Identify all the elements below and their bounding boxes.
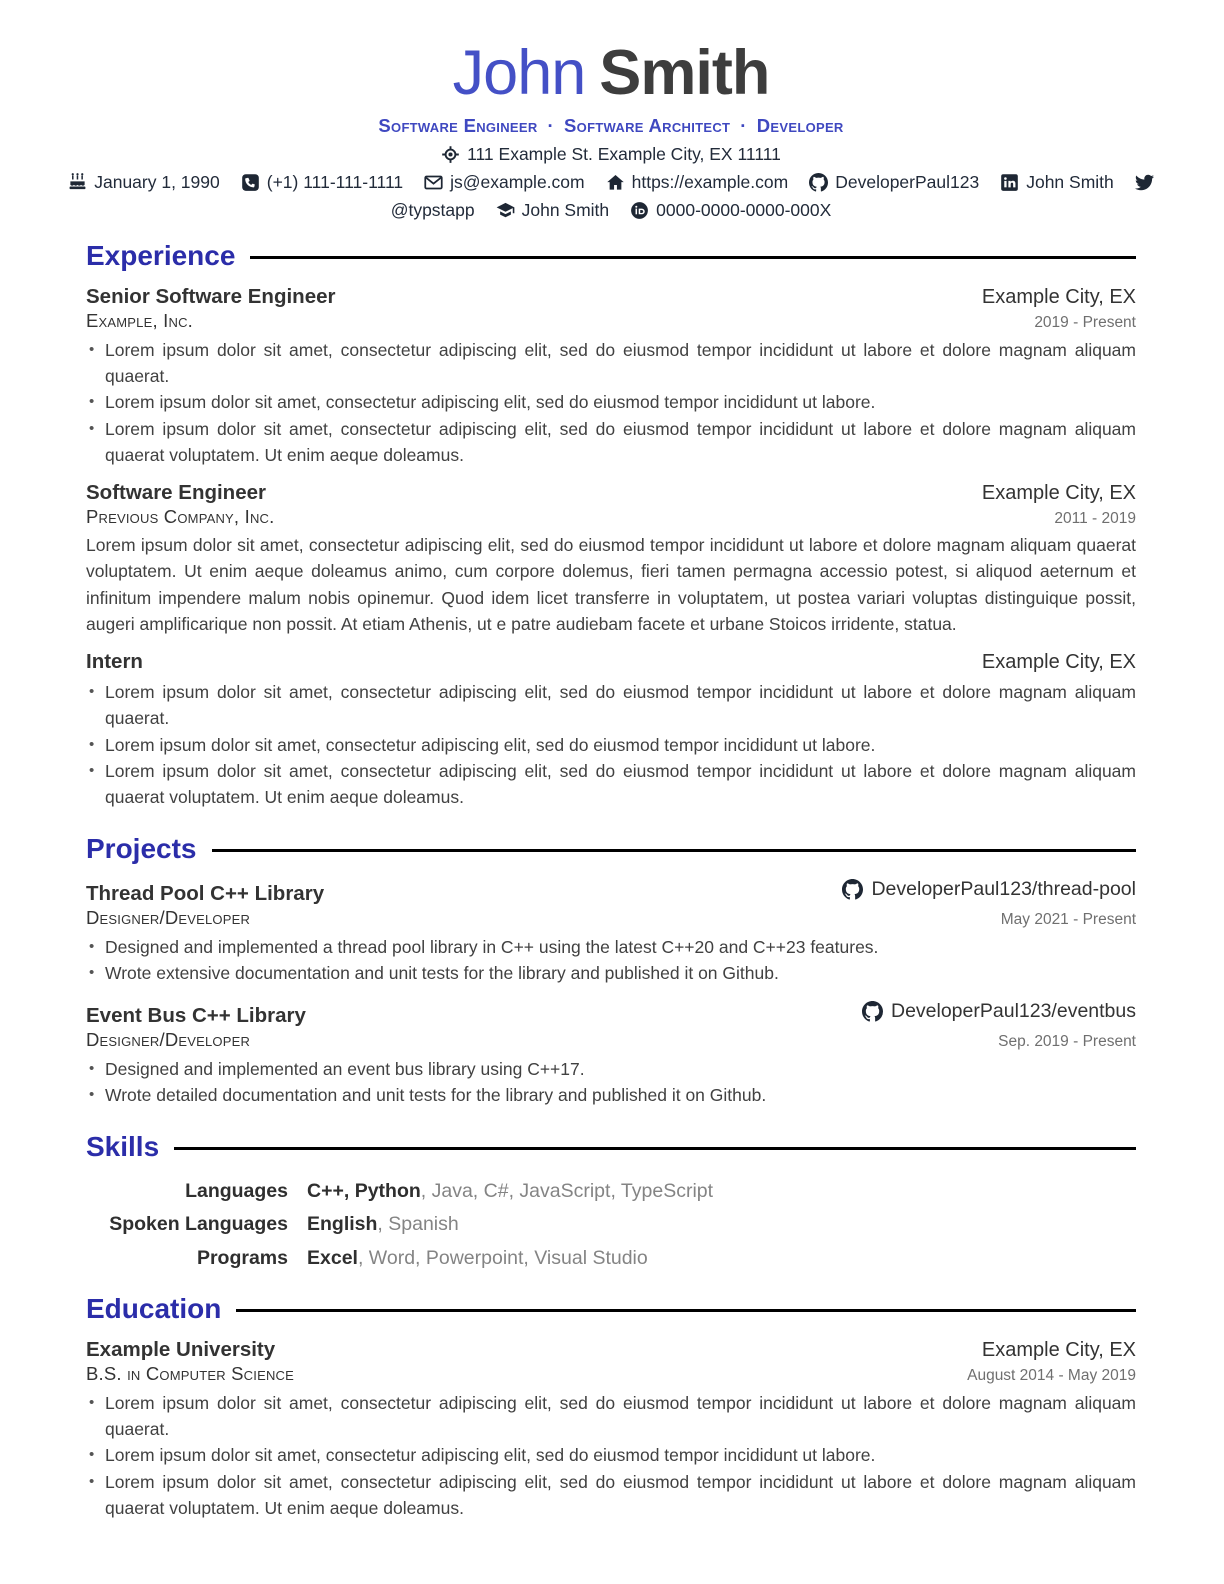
section-head-education: [86, 1294, 1136, 1325]
project-role: Designer/Developer: [86, 1028, 251, 1050]
github-text: DeveloperPaul123: [835, 172, 980, 193]
job-description: Lorem ipsum dolor sit amet, consectetur adipiscing elit, sed do eiusmod tempor incididunt ut labore et dolore magnam aliquam quaerat voluptatem. Ut enim aeque doleamus animo, cum corpore dolemus, fieri tamen permagna accessio potest, si aliquod aeternum et infinitum impendere malum nobis opinemur. Quod idem licet transferre in voluptatem, ut postea variari voluptas distinguique possit, augeri amplificarique non possit. At etiam Athenis, ut e patre audiebam facete et urbane Stoicos irridente, statua.: [86, 535, 1136, 634]
phone-icon: [241, 173, 260, 192]
bullet-item: • Lorem ipsum dolor sit amet, consectetur adipiscing elit, sed do eiusmod tempor incididunt ut labore et dolore magnam aliquam quaerat voluptatem. Ut enim aeque doleamus.: [86, 758, 1136, 811]
bullet-item: • Lorem ipsum dolor sit amet, consectetur adipiscing elit, sed do eiusmod tempor incididunt ut labore.: [86, 1442, 1136, 1468]
project-title: Thread Pool C++ Library: [86, 882, 325, 906]
project-role: Designer/Developer: [86, 907, 251, 929]
twitter-handle[interactable]: [391, 200, 475, 221]
email-text: js@example.com: [450, 172, 585, 193]
bullet-item: • Lorem ipsum dolor sit amet, consectetur adipiscing elit, sed do eiusmod tempor incididunt ut labore et dolore magnam aliquam quaerat.: [86, 337, 1136, 390]
project-dates: Sep. 2019 - Present: [998, 1032, 1136, 1050]
bullet-item: • Designed and implemented a thread pool library in C++ using the latest C++20 and C++23 features.: [86, 934, 1136, 960]
job-entry-software-engineer: [86, 481, 1136, 637]
website-text: https://example.com: [631, 172, 789, 193]
linkedin-text: John Smith: [1026, 172, 1114, 193]
twitter-item[interactable]: [1135, 173, 1154, 192]
skill-value: Excel, Word, Powerpoint, Visual Studio: [307, 1246, 648, 1269]
orcid-item[interactable]: [630, 200, 831, 221]
email-icon: [424, 173, 443, 192]
section-rule: [174, 1147, 1136, 1150]
bullet-item: • Lorem ipsum dolor sit amet, consectetur adipiscing elit, sed do eiusmod tempor incididunt ut labore.: [86, 732, 1136, 758]
birthday-item: [68, 172, 220, 193]
orcid-icon: [630, 201, 649, 220]
birthday-cake-icon: [68, 173, 87, 192]
job-location: Example City, EX: [981, 285, 1136, 308]
school-location: Example City, EX: [981, 1338, 1136, 1361]
linkedin-icon: [1000, 173, 1019, 192]
bullet-item: • Lorem ipsum dolor sit amet, consectetur adipiscing elit, sed do eiusmod tempor incididunt ut labore.: [86, 389, 1136, 415]
phone-text: (+1) 111-111-1111: [266, 172, 404, 193]
tagline: [86, 115, 1136, 137]
phone-item[interactable]: [241, 172, 403, 193]
birthday-text: January 1, 1990: [94, 172, 220, 193]
section-title-education: Education: [86, 1293, 222, 1325]
education-bullets: [86, 1390, 1136, 1521]
section-experience: [86, 241, 1136, 810]
bullet-item: • Lorem ipsum dolor sit amet, consectetur adipiscing elit, sed do eiusmod tempor incididunt ut labore et dolore magnam aliquam quaerat voluptatem. Ut enim aeque doleamus.: [86, 1469, 1136, 1522]
section-head-skills: [86, 1132, 1136, 1163]
website-icon: [606, 173, 625, 192]
education-dates: August 2014 - May 2019: [967, 1366, 1136, 1384]
scholar-icon: [496, 201, 515, 220]
project-dates: May 2021 - Present: [1000, 911, 1136, 929]
job-location: Example City, EX: [981, 651, 1136, 674]
twitter-icon: [1135, 173, 1154, 192]
job-entry-senior-software-engineer: [86, 285, 1136, 468]
github-icon: [862, 1001, 883, 1022]
github-icon: [842, 879, 863, 900]
scholar-item[interactable]: [496, 200, 610, 221]
project-repo-text: DeveloperPaul123/thread-pool: [871, 878, 1136, 901]
contact-row-2: [86, 200, 1136, 221]
orcid-text: 0000-0000-0000-000X: [656, 200, 832, 221]
skill-label: Spoken Languages: [109, 1213, 288, 1236]
name: [86, 40, 1136, 106]
project-bullets: [86, 1056, 1136, 1109]
skill-value: English, Spanish: [307, 1213, 459, 1236]
job-bullets: [86, 337, 1136, 468]
email-item[interactable]: [424, 172, 584, 193]
education-entry-example-university: [86, 1338, 1136, 1521]
linkedin-item[interactable]: [1000, 172, 1114, 193]
skill-value: C++, Python, Java, C#, JavaScript, TypeScript: [307, 1180, 714, 1203]
bullet-item: • Lorem ipsum dolor sit amet, consectetur adipiscing elit, sed do eiusmod tempor incididunt ut labore et dolore magnam aliquam quaerat voluptatem. Ut enim aeque doleamus.: [86, 416, 1136, 469]
job-dates: 2019 - Present: [1034, 313, 1136, 331]
github-icon: [809, 173, 828, 192]
project-repo-link[interactable]: [862, 1000, 1136, 1023]
github-item[interactable]: [809, 172, 979, 193]
scholar-text: John Smith: [521, 200, 610, 221]
project-entry-eventbus: [86, 1000, 1136, 1109]
website-item[interactable]: [606, 172, 789, 193]
section-rule: [250, 256, 1136, 259]
section-head-experience: [86, 241, 1136, 272]
section-rule: [236, 1309, 1136, 1312]
section-projects: [86, 834, 1136, 1108]
section-skills: [86, 1132, 1136, 1270]
job-company: Example, Inc.: [86, 309, 194, 331]
section-rule: [212, 849, 1137, 852]
project-title: Event Bus C++ Library: [86, 1003, 306, 1027]
job-dates: 2011 - 2019: [1054, 510, 1136, 528]
project-repo-text: DeveloperPaul123/eventbus: [890, 999, 1136, 1022]
project-repo-link[interactable]: [842, 878, 1136, 901]
twitter-handle-text: @typstapp: [390, 200, 475, 221]
tagline-separator: ·: [547, 115, 555, 137]
project-entry-thread-pool: [86, 878, 1136, 987]
section-head-projects: [86, 834, 1136, 865]
address-row: [86, 144, 1136, 165]
job-title: Senior Software Engineer: [86, 284, 336, 308]
resume-header: [86, 40, 1136, 221]
bullet-item: • Wrote detailed documentation and unit tests for the library and published it on Github.: [86, 1082, 1136, 1108]
degree: B.S. in Computer Science: [86, 1362, 294, 1384]
job-entry-intern: [86, 650, 1136, 810]
contact-row-1: [86, 172, 1136, 193]
location-icon: [441, 145, 460, 164]
job-title: Software Engineer: [86, 481, 266, 505]
bullet-item: • Designed and implemented an event bus library using C++17.: [86, 1056, 1136, 1082]
job-bullets: [86, 679, 1136, 810]
bullet-item: • Wrote extensive documentation and unit tests for the library and published it on Github.: [86, 960, 1136, 986]
tagline-separator: ·: [740, 115, 747, 137]
skill-label: Languages: [185, 1180, 288, 1203]
role-2: Software Architect: [564, 115, 731, 137]
skills-grid: [86, 1179, 1136, 1270]
first-name: John: [452, 38, 586, 108]
job-company: Previous Company, Inc.: [86, 506, 275, 528]
job-location: Example City, EX: [981, 482, 1136, 505]
section-title-skills: Skills: [86, 1131, 160, 1163]
school-name: Example University: [86, 1337, 276, 1361]
role-3: Developer: [756, 115, 844, 137]
project-bullets: [86, 934, 1136, 987]
bullet-item: • Lorem ipsum dolor sit amet, consectetur adipiscing elit, sed do eiusmod tempor incididunt ut labore et dolore magnam aliquam quaerat.: [86, 1390, 1136, 1443]
section-education: [86, 1294, 1136, 1521]
last-name: Smith: [599, 38, 770, 108]
address-text: 111 Example St. Example City, EX 11111: [467, 144, 781, 165]
job-title: Intern: [86, 650, 143, 674]
section-title-projects: Projects: [86, 833, 197, 865]
skill-label: Programs: [196, 1246, 288, 1269]
bullet-item: • Lorem ipsum dolor sit amet, consectetur adipiscing elit, sed do eiusmod tempor incididunt ut labore et dolore magnam aliquam quaerat.: [86, 679, 1136, 732]
role-1: Software Engineer: [378, 115, 538, 137]
section-title-experience: Experience: [86, 240, 236, 272]
